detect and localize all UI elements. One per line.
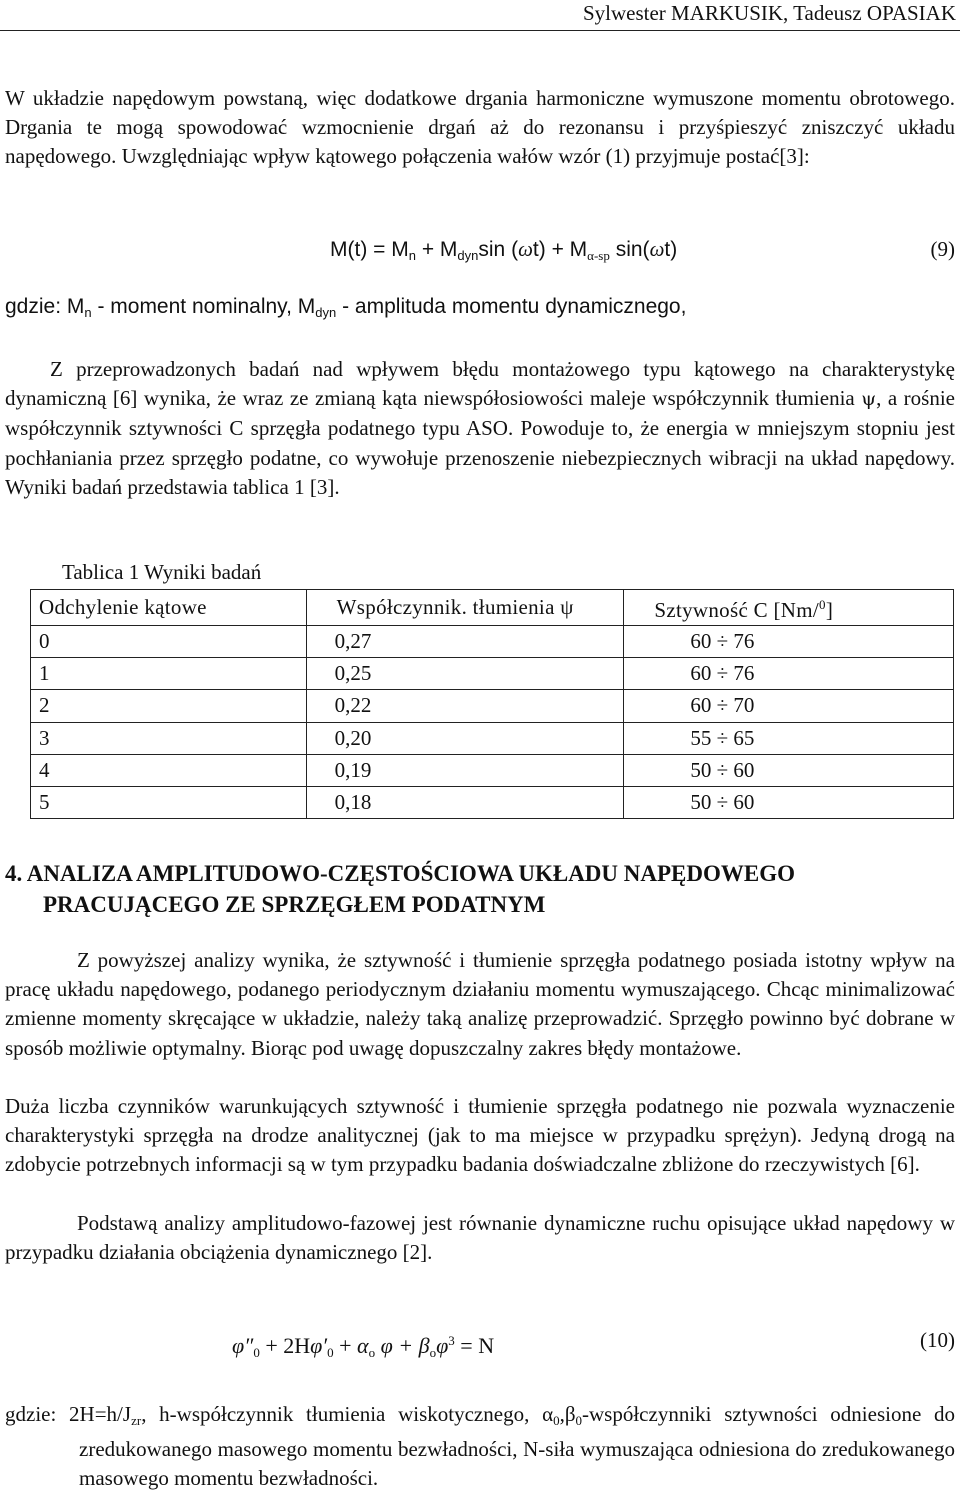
eq9-sin1: sin ( (478, 238, 519, 261)
eq9-omega1: ω (518, 237, 533, 261)
cell-angle: 1 (31, 658, 307, 690)
eq10-beta: β (418, 1333, 430, 1358)
eq9-omega2: ω (649, 237, 665, 261)
p5-text: Podstawą analizy amplitudowo-fazowej jest równanie dynamiczne ruchu opisujące układ napędowy w przypadku działania obciążenia dynamicznego [2]. (5, 1211, 955, 1265)
eq9-sub-n: n (408, 248, 416, 263)
section-heading (5, 858, 795, 920)
eq9-term-mdyn: + M (415, 238, 458, 261)
eq10-phi-ddot: φ″ (232, 1333, 254, 1358)
header-rule (0, 30, 960, 31)
header-stiffness (624, 590, 954, 626)
eq10-sub2: 0 (327, 1345, 334, 1360)
cell-stiffness: 60 ÷ 70 (624, 690, 954, 722)
cell-stiffness: 50 ÷ 60 (624, 786, 954, 818)
eq10-d: = N (454, 1333, 495, 1358)
eq10-b: + (333, 1333, 358, 1358)
header-damping: Współczynnik. tłumienia ψ (306, 590, 624, 626)
cell-damping: 0,20 (306, 722, 624, 754)
eq9-sub-dyn: dyn (457, 248, 479, 263)
where10-b: , h-współczynnik tłumienia wiskotycznego, α (141, 1402, 554, 1426)
equation-10-legend (5, 1400, 955, 1493)
eq10-sup3: 3 (448, 1333, 455, 1348)
p2-a: Z przeprowadzonych badań nad wpływem błędu montażowego typu kątowego na charakterystykę dynamiczną [6] wynika, że wraz ze zmianą kąta niewspółosiowości maleje współczynnik tłumienia (5, 357, 955, 411)
cell-angle: 5 (31, 786, 307, 818)
header-stiffness-text: Sztywność C [Nm/ (654, 598, 820, 622)
where9-a: gdzie: M (5, 295, 85, 318)
running-header: Sylwester MARKUSIK, Tadeusz OPASIAK (582, 1, 956, 25)
section-heading-line1: 4. ANALIZA AMPLITUDOWO-CZĘSTOŚCIOWA UKŁADU NAPĘDOWEGO (5, 861, 796, 886)
where10-d: -współczynniki sztywności odniesione do zredukowanego masowego momentu bezwładności, N-siła wymuszająca odniesiona do zredukowanego masowego momentu bezwładności. (79, 1402, 956, 1490)
paragraph-basis (5, 1209, 955, 1267)
eq9-t1: t) + M (532, 238, 588, 261)
p4-text: Duża liczba czynników warunkujących sztywność i tłumienie sprzęgła podatnego nie pozwala wyznaczenie charakterystyki sprzęgła na drodze analitycznej (jak to ma miejsce w przypadku sprężyn). Jedyną drogą na zdobycie potrzebnych informacji są w tym przypadku badania doświadczalne zbliżone do rzeczywistych [6]. (5, 1094, 955, 1177)
table-row (31, 626, 954, 658)
header-angle: Odchylenie kątowe (31, 590, 307, 626)
eq10-sub4: o (429, 1345, 437, 1360)
eq9-lhs: M(t) = M (330, 238, 409, 261)
cell-stiffness: 60 ÷ 76 (624, 626, 954, 658)
table-row (31, 658, 954, 690)
table-row (31, 690, 954, 722)
eq9-t2: t) (664, 238, 678, 261)
equation-10-number: (10) (920, 1328, 955, 1352)
where9-sub-dyn: dyn (315, 305, 337, 320)
cell-stiffness: 55 ÷ 65 (624, 722, 954, 754)
psi-symbol: ψ (861, 388, 877, 411)
where9-c: - amplituda momentu dynamicznego, (336, 295, 687, 318)
equation-9-number: (9) (930, 237, 955, 261)
cell-stiffness: 50 ÷ 60 (624, 754, 954, 786)
where9-sub-n: n (84, 305, 92, 320)
eq10-c: φ + (375, 1333, 419, 1358)
table-row (31, 722, 954, 754)
eq10-phi-dot: φ′ (310, 1333, 328, 1358)
equation-9 (330, 235, 677, 270)
table-caption: Tablica 1 Wyniki badań (62, 560, 262, 584)
results-table (30, 589, 954, 819)
p2-c: Powoduje to, że energia w mniejszym stopniu jest pochłaniania przez sprzęgło podatne, co wywołuje przenoszenie niebezpiecznych wibracji na układ napędowy. Wyniki badań przedstawia tablica 1 [3]. (5, 416, 955, 499)
where9-b: - moment nominalny, M (91, 295, 316, 318)
where10-sub-zr: zr (131, 1413, 142, 1428)
table-row (31, 754, 954, 786)
paragraph-intro (5, 84, 955, 172)
paragraph-factors (5, 1092, 955, 1180)
cell-damping: 0,18 (306, 786, 624, 818)
where10-c: ,β (559, 1402, 576, 1426)
eq10-a: + 2H (259, 1333, 311, 1358)
cell-angle: 3 (31, 722, 307, 754)
eq10-alpha: α (357, 1333, 369, 1358)
eq10-sub3: o (368, 1345, 376, 1360)
cell-angle: 0 (31, 626, 307, 658)
where10-a: gdzie: 2H=h/J (5, 1402, 132, 1426)
equation-10 (232, 1326, 494, 1367)
table-row (31, 786, 954, 818)
paragraph-analysis (5, 946, 955, 1063)
section-heading-line2: PRACUJĄCEGO ZE SPRZĘGŁEM PODATNYM (43, 892, 546, 917)
eq10-phi: φ (436, 1333, 449, 1358)
cell-stiffness: 60 ÷ 76 (624, 658, 954, 690)
eq9-sub-alpha: α-sp (587, 248, 610, 263)
cell-damping: 0,22 (306, 690, 624, 722)
table-header-row (31, 590, 954, 626)
p3-text: Z powyższej analizy wynika, że sztywność i tłumienie sprzęgła podatnego posiada istotny wpływ na pracę układu napędowego, podanego periodycznym działaniu momentu wymuszającego. Chcąc minimalizować zmienne momenty skręcające w układzie, należy taką analizę przeprowadzić. Sprzęgło powinno być dobrane w sposób możliwie optymalny. Biorąc pod uwagę dopuszczalny zakres błędy montażowe. (5, 948, 955, 1060)
eq9-sin2: sin( (609, 238, 650, 261)
paragraph-intro-text: W układzie napędowym powstaną, więc dodatkowe drgania harmoniczne wymuszone momentu obrotowego. Drgania te mogą spowodować wzmocnienie drgań aż do rezonansu i przyśpieszyć zniszczyć układu napędowego. Uwzględniając wpływ kątowego połączenia wałów wzór (1) przyjmuje postać[3]: (5, 86, 955, 169)
header-stiffness-close: ] (825, 598, 834, 622)
where10-sub-alpha: 0 (553, 1413, 560, 1428)
cell-damping: 0,19 (306, 754, 624, 786)
cell-damping: 0,27 (306, 626, 624, 658)
where10-sub-beta: 0 (575, 1413, 583, 1428)
p2-b: , a rośnie współczynnik sztywności C sprzęgła podatnego typu ASO. (5, 386, 955, 441)
cell-angle: 2 (31, 690, 307, 722)
header-stiffness-sup: 0 (819, 597, 826, 612)
equation-9-legend (5, 292, 955, 327)
cell-angle: 4 (31, 754, 307, 786)
eq10-sub1: 0 (253, 1345, 260, 1360)
paragraph-research (5, 355, 955, 502)
cell-damping: 0,25 (306, 658, 624, 690)
